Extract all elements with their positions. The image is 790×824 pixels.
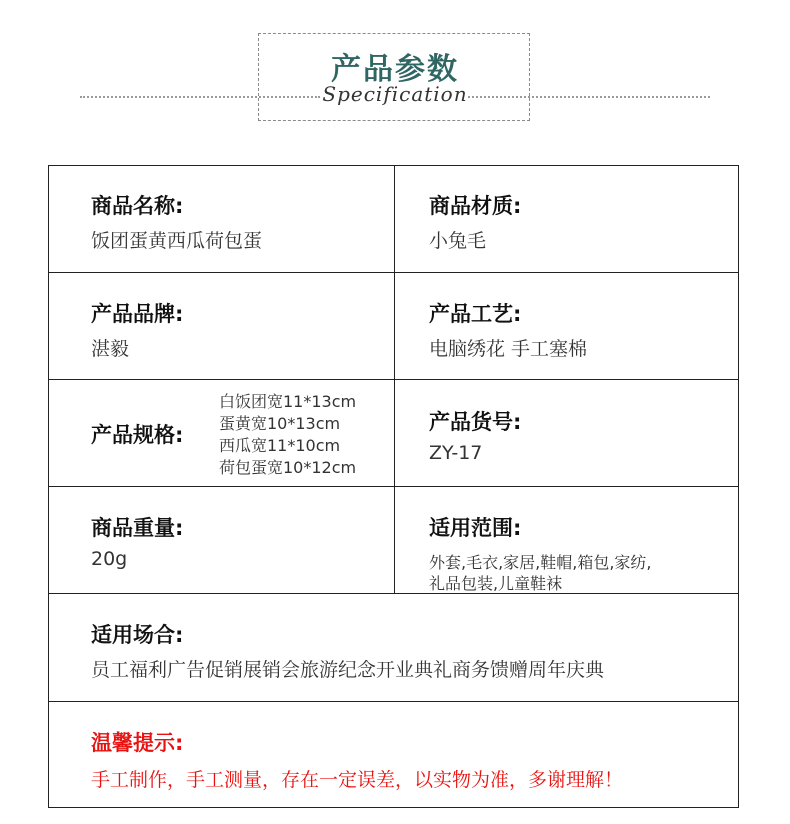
page-title: 产品参数 (331, 52, 459, 87)
spec-table (48, 165, 739, 808)
weight-value: 20g (91, 548, 128, 570)
brand-label: 产品品牌: (91, 302, 184, 326)
spec-label: 产品规格: (91, 423, 184, 447)
product-name-label: 商品名称: (91, 194, 184, 218)
cell-craft (429, 298, 587, 361)
spec-item-watermelon: 西瓜宽11*10cm (219, 436, 341, 455)
scope-value (429, 552, 652, 594)
spec-item-rice-ball: 白饭团宽11*13cm (219, 392, 357, 411)
cell-brand (91, 298, 183, 361)
cell-scope (429, 512, 652, 594)
column-divider (394, 166, 395, 593)
item-no-value: ZY-17 (429, 442, 483, 464)
scope-label: 适用范围: (429, 516, 522, 540)
material-label: 商品材质: (429, 194, 522, 218)
page-subtitle: Specification (322, 82, 468, 106)
spec-item-yolk: 蛋黄宽10*13cm (219, 414, 341, 433)
cell-item-no (429, 406, 521, 464)
cell-notice (91, 727, 623, 792)
weight-label: 商品重量: (91, 516, 184, 540)
product-name-value: 饭团蛋黄西瓜荷包蛋 (91, 230, 263, 252)
cell-occasion (91, 619, 604, 682)
material-value: 小兔毛 (429, 230, 487, 252)
notice-label: 温馨提示: (91, 731, 184, 755)
cell-product-name (91, 190, 262, 253)
occasion-label: 适用场合: (91, 623, 184, 647)
spec-item-fried-egg: 荷包蛋宽10*12cm (219, 458, 357, 477)
scope-line-1: 外套,毛衣,家居,鞋帽,箱包,家纺, (429, 553, 652, 572)
notice-value: 手工制作，手工测量，存在一定误差，以实物为准，多谢理解！ (91, 769, 624, 791)
row-divider (49, 701, 738, 702)
cell-material (429, 190, 521, 253)
item-no-label: 产品货号: (429, 410, 522, 434)
scope-line-2: 礼品包装,儿童鞋袜 (429, 574, 563, 593)
brand-value: 湛毅 (91, 338, 130, 360)
craft-label: 产品工艺: (429, 302, 522, 326)
occasion-value: 员工福利广告促销展销会旅游纪念开业典礼商务馈赠周年庆典 (91, 659, 605, 681)
cell-spec (49, 379, 394, 486)
cell-weight (91, 512, 183, 570)
spec-list (219, 391, 356, 479)
craft-value: 电脑绣花 手工塞棉 (429, 338, 588, 360)
